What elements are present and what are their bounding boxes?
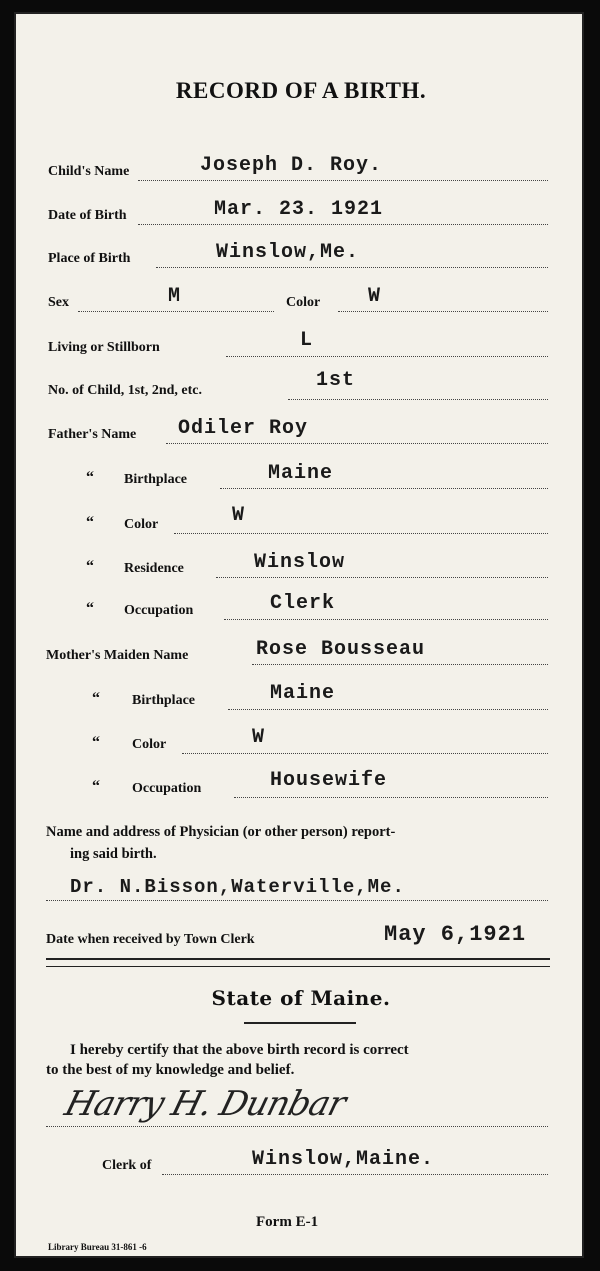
divider-rule: [46, 966, 550, 967]
color-line: [338, 311, 548, 312]
ditto-mark: “: [92, 778, 100, 795]
mother-birthplace-label: Birthplace: [132, 693, 195, 708]
ditto-mark: “: [86, 558, 94, 575]
father-name-line: [166, 443, 548, 444]
child-name-label: Child's Name: [48, 164, 130, 179]
mother-name-value: Rose Bousseau: [256, 638, 426, 661]
mother-color-label: Color: [132, 737, 167, 752]
sex-label: Sex: [48, 295, 69, 310]
living-or-stillborn-line: [226, 356, 548, 357]
physician-value: Dr. N.Bisson,Waterville,Me.: [70, 876, 405, 898]
father-name-value: Odiler Roy: [178, 417, 309, 440]
clerk-signature: Harry H. Dunbar: [60, 1084, 350, 1124]
date-of-birth-value: Mar. 23. 1921: [214, 198, 384, 221]
father-color-line: [174, 533, 548, 534]
place-of-birth-label: Place of Birth: [48, 251, 131, 266]
date-of-birth-label: Date of Birth: [48, 208, 127, 223]
child-number-value: 1st: [316, 369, 356, 392]
father-birthplace-line: [220, 488, 548, 489]
child-name-line: [138, 180, 548, 181]
father-occupation-value: Clerk: [270, 592, 336, 615]
document-title: RECORD OF A BIRTH.: [175, 78, 427, 103]
physician-label-line2: ing said birth.: [70, 846, 157, 862]
father-birthplace-value: Maine: [268, 462, 334, 485]
color-label: Color: [286, 295, 321, 310]
father-residence-line: [216, 577, 548, 578]
date-received-label: Date when received by Town Clerk: [46, 932, 255, 947]
father-residence-label: Residence: [124, 561, 184, 576]
date-of-birth-line: [138, 224, 548, 225]
ditto-mark: “: [86, 469, 94, 486]
child-name-value: Joseph D. Roy.: [200, 154, 383, 177]
father-residence-value: Winslow: [254, 551, 346, 574]
clerk-of-label: Clerk of: [102, 1158, 152, 1173]
father-color-value: W: [232, 504, 246, 527]
mother-color-line: [182, 753, 548, 754]
mother-name-label: Mother's Maiden Name: [46, 648, 189, 663]
mother-color-value: W: [252, 726, 266, 749]
living-or-stillborn-label: Living or Stillborn: [48, 340, 160, 355]
mother-birthplace-value: Maine: [270, 682, 336, 705]
physician-line: [46, 900, 548, 901]
certification-line2: to the best of my knowledge and belief.: [46, 1062, 295, 1078]
child-number-line: [288, 399, 548, 400]
father-birthplace-label: Birthplace: [124, 472, 187, 487]
color-value: W: [368, 285, 382, 308]
father-name-label: Father's Name: [48, 427, 137, 442]
father-occupation-line: [224, 619, 548, 620]
mother-occupation-value: Housewife: [270, 769, 388, 792]
certification-line1: I hereby certify that the above birth record is correct: [70, 1042, 409, 1058]
sex-line: [78, 311, 274, 312]
place-of-birth-line: [156, 267, 548, 268]
clerk-of-line: [162, 1174, 548, 1175]
living-or-stillborn-value: L: [300, 329, 314, 352]
sex-value: M: [168, 285, 182, 308]
physician-label-line1: Name and address of Physician (or other person) report-: [46, 824, 396, 840]
birth-record-card: [14, 12, 584, 1258]
mother-occupation-label: Occupation: [132, 781, 202, 796]
ditto-mark: “: [86, 600, 94, 617]
place-of-birth-value: Winslow,Me.: [216, 241, 360, 264]
date-received-value: May 6,1921: [384, 922, 527, 947]
child-number-label: No. of Child, 1st, 2nd, etc.: [48, 383, 203, 398]
printer-footer: Library Bureau 31-861 -6: [48, 1242, 147, 1252]
clerk-of-value: Winslow,Maine.: [252, 1148, 435, 1171]
ditto-mark: “: [86, 514, 94, 531]
ditto-mark: “: [92, 734, 100, 751]
ditto-mark: “: [92, 690, 100, 707]
mother-birthplace-line: [228, 709, 548, 710]
mother-occupation-line: [234, 797, 548, 798]
signature-line: [46, 1126, 548, 1127]
form-id: Form E-1: [256, 1214, 319, 1230]
mother-name-line: [252, 664, 548, 665]
father-color-label: Color: [124, 517, 159, 532]
divider-rule: [46, 958, 550, 960]
state-underline: [244, 1022, 356, 1024]
father-occupation-label: Occupation: [124, 603, 194, 618]
state-heading: State of Maine.: [211, 986, 391, 1010]
